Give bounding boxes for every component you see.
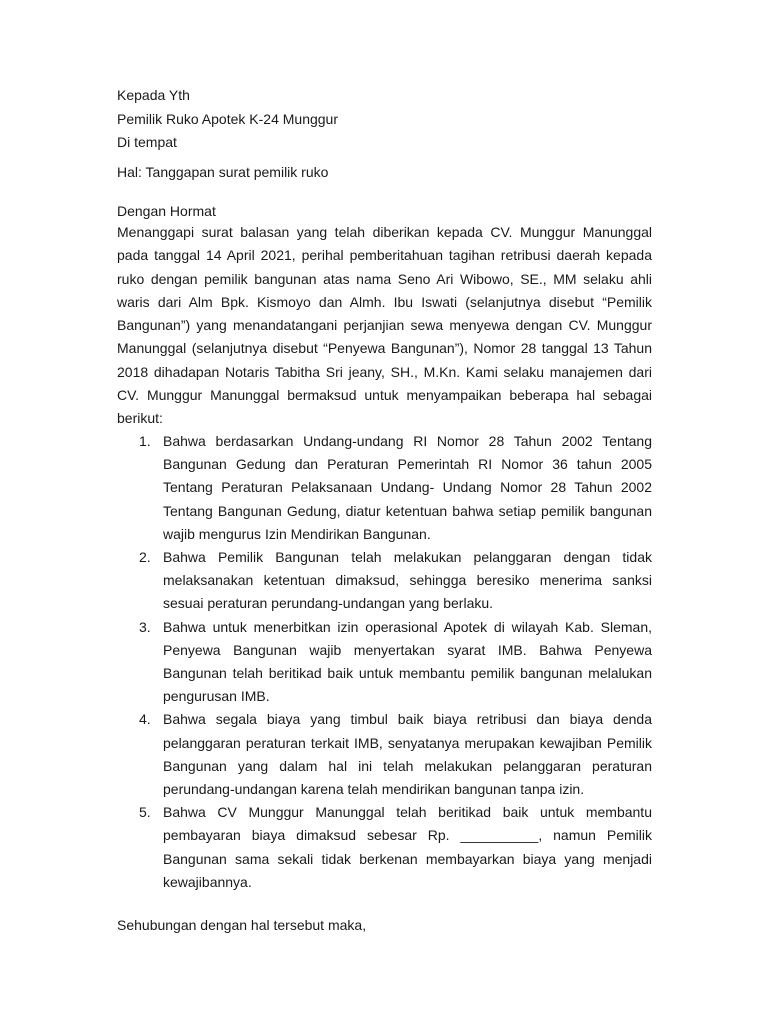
list-item	[117, 430, 652, 546]
recipient-line-2: Pemilik Ruko Apotek K-24 Munggur	[117, 111, 338, 127]
list-item-text: Bahwa berdasarkan Undang-undang RI Nomor 28 Tahun 2002 Tentang Bangunan Gedung dan Peraturan Pemerintah RI Nomor 36 tahun 2005 Tentang Peraturan Pelaksanaan Undang- Undang Nomor 28 Tahun 2002 Tentang Bangunan Gedung, diatur ketentuan bahwa setiap pemilik bangunan wajib mengurus Izin Mendirikan Bangunan.	[163, 433, 652, 542]
list-item-number: 4.	[139, 711, 151, 728]
list-item-number: 2.	[139, 549, 151, 566]
list-item	[117, 801, 652, 894]
intro-paragraph-block	[117, 221, 652, 430]
list-item	[117, 546, 652, 616]
numbered-points-list	[117, 430, 652, 894]
list-item-text: Bahwa CV Munggur Manunggal telah beritikad baik untuk membantu pembayaran biaya dimaksud sebesar Rp. __________, namun Pemilik Bangunan sama sekali tidak berkenan membayarkan biaya yang menjadi kewajibannya.	[163, 804, 652, 890]
recipient-line-3: Di tempat	[117, 134, 177, 150]
closing-line: Sehubungan dengan hal tersebut maka,	[117, 917, 367, 933]
list-item	[117, 708, 652, 801]
list-item-number: 5.	[139, 804, 151, 821]
subject-line: Hal: Tanggapan surat pemilik ruko	[117, 164, 329, 180]
list-item-text: Bahwa Pemilik Bangunan telah melakukan pelanggaran dengan tidak melaksanakan ketentuan dimaksud, sehingga beresiko menerima sanksi sesuai peraturan perundang-undangan yang berlaku.	[163, 549, 652, 612]
list-item-text: Bahwa segala biaya yang timbul baik biaya retribusi dan biaya denda pelanggaran peraturan terkait IMB, senyatanya merupakan kewajiban Pemilik Bangunan yang dalam hal ini telah melakukan pelanggaran peraturan perundang-undangan karena telah mendirikan bangunan tanpa izin.	[163, 711, 652, 798]
list-item-text: Bahwa untuk menerbitkan izin operasional Apotek di wilayah Kab. Sleman, Penyewa Bangunan wajib menyertakan syarat IMB. Bahwa Penyewa Bangunan telah beritikad baik untuk membantu pemilik bangunan melalukan pengurusan IMB.	[163, 618, 652, 705]
list-item	[117, 616, 652, 709]
intro-paragraph: Menanggapi surat balasan yang telah diberikan kepada CV. Munggur Manunggal pada tanggal 14 April 2021, perihal pemberitahuan tagihan retribusi daerah kepada ruko dengan pemilik bangunan atas nama Seno Ari Wibowo, SE., MM selaku ahli waris dari Alm Bpk. Kismoyo dan Almh. Ibu Iswati (selanjutnya disebut “Pemilik Bangunan”) yang menandatangani perjanjian sewa menyewa dengan CV. Munggur Manunggal (selanjutnya disebut “Penyewa Bangunan”), Nomor 28 tanggal 13 Tahun 2018 dihadapan Notaris Tabitha Sri jeany, SH., M.Kn. Kami selaku manajemen dari CV. Munggur Manunggal bermaksud untuk menyampaikan beberapa hal sebagai berikut:	[117, 224, 652, 426]
list-item-number: 1.	[139, 433, 151, 449]
recipient-line-1: Kepada Yth	[117, 87, 190, 103]
list-item-number: 3.	[139, 618, 151, 635]
greeting: Dengan Hormat	[117, 203, 216, 219]
